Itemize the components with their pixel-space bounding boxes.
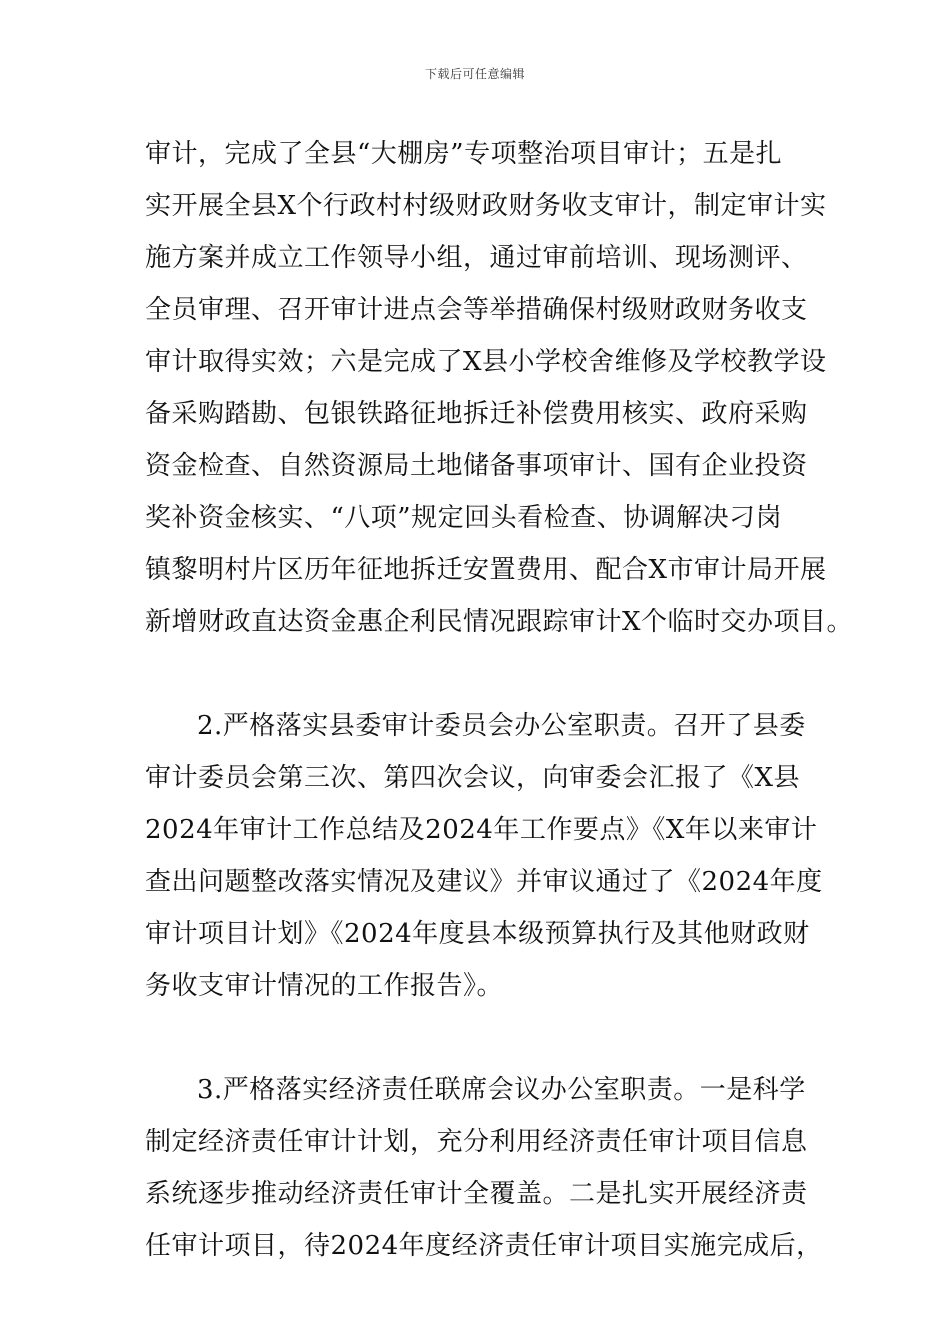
text-line: 务收支审计情况的工作报告》。	[145, 971, 504, 1001]
text-line: 审计委员会第三次、第四次会议，向审委会汇报了《X县	[145, 763, 801, 793]
paragraph-spacer	[145, 648, 810, 700]
paragraph-spacer	[145, 1012, 810, 1064]
text-line: 奖补资金核实、“八项”规定回头看检查、协调解决刁岗	[145, 503, 783, 533]
text-line: 备采购踏勘、包银铁路征地拆迁补偿费用核实、政府采购	[145, 399, 808, 429]
text-line: 2024年审计工作总结及2024年工作要点》《X年以来审计	[145, 815, 818, 845]
text-line: 查出问题整改落实情况及建议》并审议通过了《2024年度	[145, 867, 823, 897]
text-line: 审计项目计划》《2024年度县本级预算执行及其他财政财	[145, 919, 810, 949]
page-header: 下载后可任意编辑	[424, 67, 525, 81]
text-line: 新增财政直达资金惠企利民情况跟踪审计X个临时交办项目。	[145, 607, 854, 637]
text-line: 任审计项目，待2024年度经济责任审计项目实施完成后，	[145, 1231, 823, 1261]
text-line: 实开展全县X个行政村村级财政财务收支审计，制定审计实	[145, 191, 827, 221]
paragraph-3	[145, 1064, 823, 1272]
text-line: 制定经济责任审计计划，充分利用经济责任审计项目信息	[145, 1127, 808, 1157]
paragraph-2	[145, 700, 823, 1012]
text-line: 资金检查、自然资源局土地储备事项审计、国有企业投资	[145, 451, 808, 481]
text-line: 审计取得实效；六是完成了X县小学校舍维修及学校教学设	[145, 347, 827, 377]
text-line: 系统逐步推动经济责任审计全覆盖。二是扎实开展经济责	[145, 1179, 808, 1209]
text-line: 施方案并成立工作领导小组，通过审前培训、现场测评、	[145, 243, 808, 273]
text-line: 镇黎明村片区历年征地拆迁安置费用、配合X市审计局开展	[145, 555, 827, 585]
paragraph-1	[145, 128, 854, 648]
text-line: 全员审理、召开审计进点会等举措确保村级财政财务收支	[145, 295, 808, 325]
text-line: 3.严格落实经济责任联席会议办公室职责。一是科学	[197, 1075, 806, 1105]
text-line: 审计，完成了全县“大棚房”专项整治项目审计；五是扎	[145, 139, 783, 169]
text-line: 2.严格落实县委审计委员会办公室职责。召开了县委	[197, 711, 806, 741]
document-body	[145, 128, 854, 1272]
